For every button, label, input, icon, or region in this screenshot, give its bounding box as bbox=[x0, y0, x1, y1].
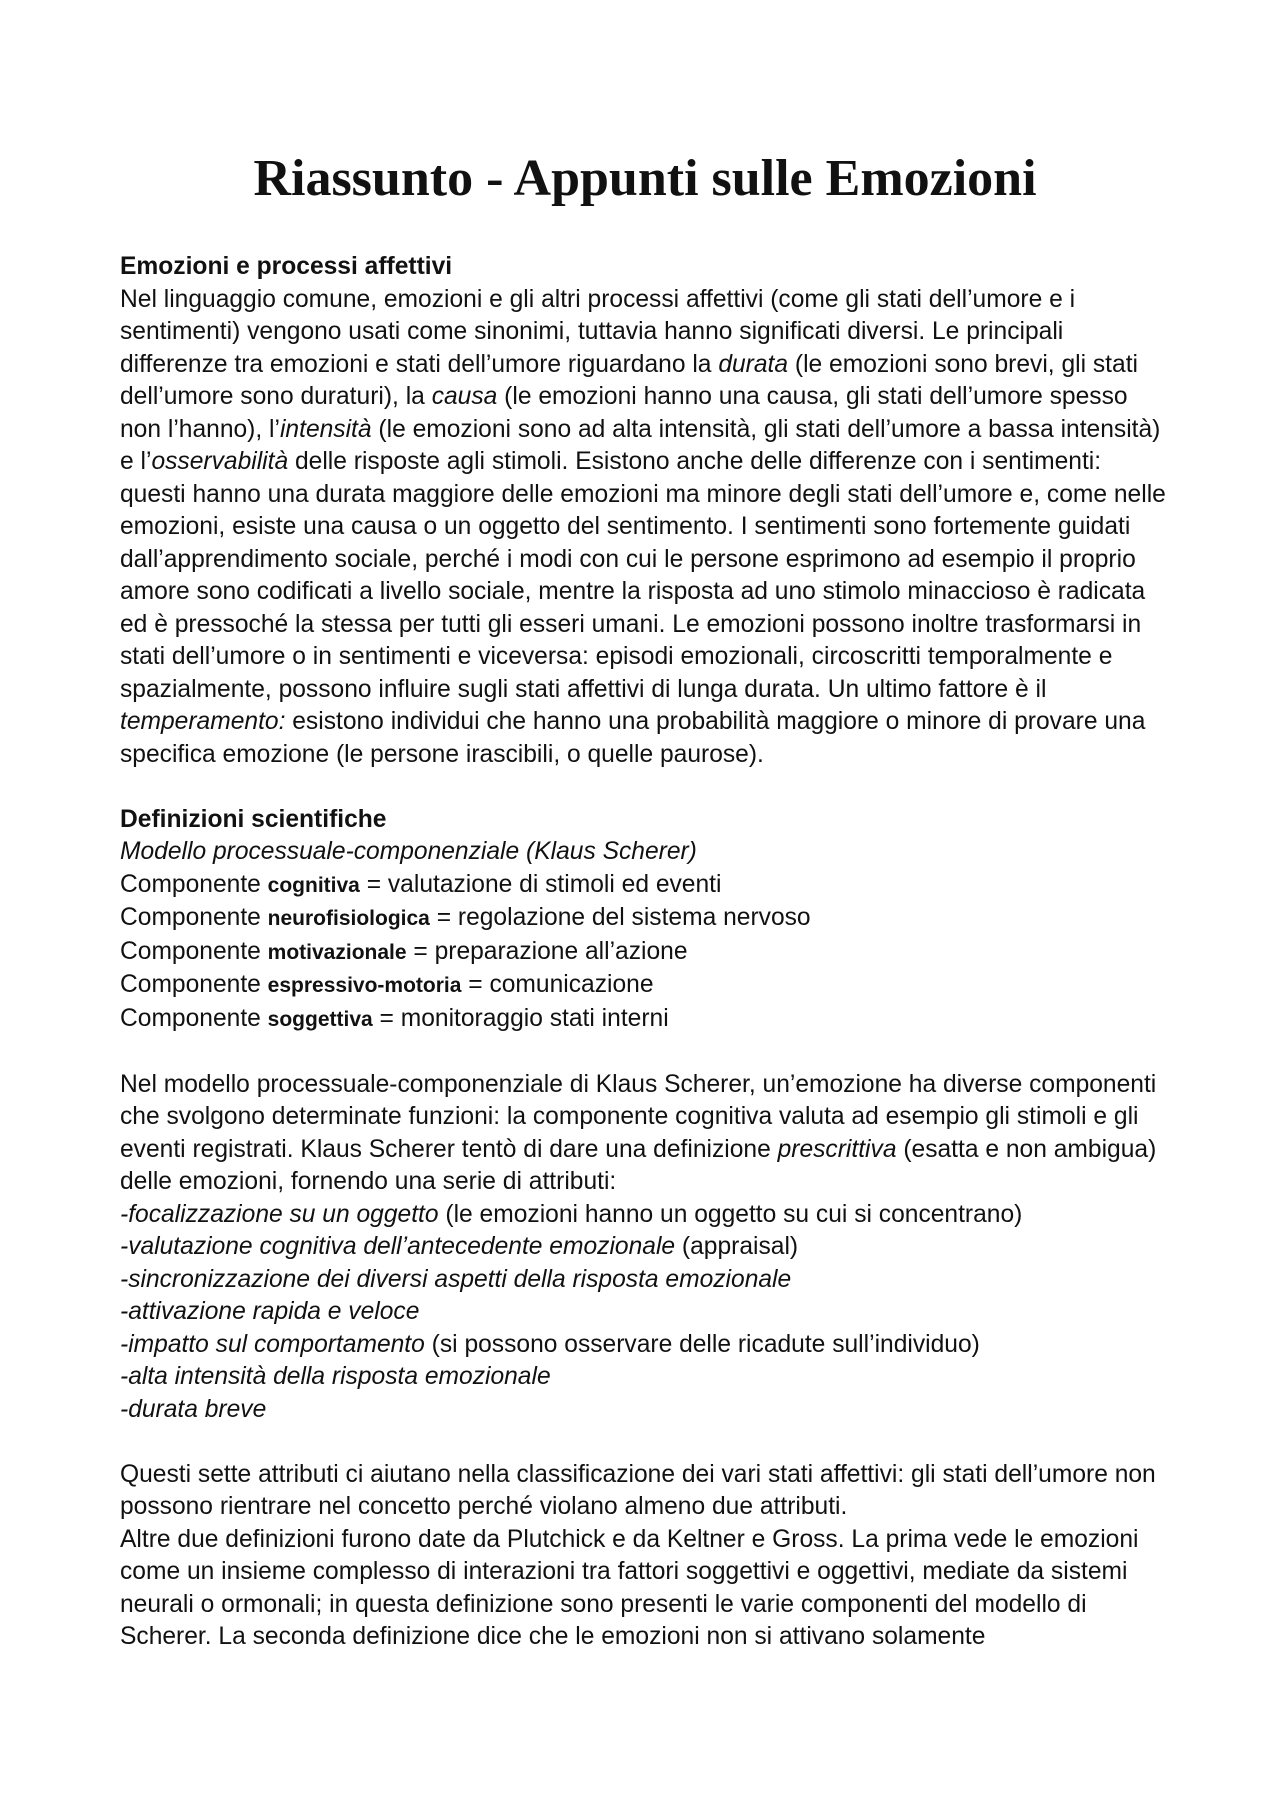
component-term: neurofisiologica bbox=[267, 907, 430, 931]
term-intensita: intensità bbox=[279, 415, 372, 443]
component-term: soggettiva bbox=[267, 1007, 373, 1031]
component-desc: = valutazione di stimoli ed eventi bbox=[359, 870, 722, 898]
component-desc: = regolazione del sistema nervoso bbox=[429, 904, 811, 932]
section-heading-emozioni: Emozioni e processi affettivi bbox=[120, 253, 453, 281]
paragraph-emozioni-processi bbox=[120, 284, 1170, 772]
text-run: (le emozioni hanno una causa, gli stati dell’umore spesso non l’hanno), l’ bbox=[120, 383, 1128, 443]
attribute-item bbox=[120, 1329, 1170, 1362]
text-run: (le emozioni sono brevi, gli stati dell’umore sono duraturi), la bbox=[120, 350, 1138, 411]
term-temperamento: temperamento: bbox=[120, 708, 286, 736]
paragraph-altre-definizioni: Altre due definizioni furono date da Plutchick e da Keltner e Gross. La prima vede le emozioni come un insieme complesso di interazioni tra fattori soggettivi e oggettivi, mediate da sistemi neurali o ormonali; in questa definizione sono presenti le varie componenti del modello di Scherer. La seconda definizione dice che le emozioni non si attivano solamente bbox=[120, 1525, 1139, 1651]
paragraph-scherer bbox=[120, 1069, 1170, 1199]
section-heading-definizioni: Definizioni scientifiche bbox=[120, 805, 387, 833]
component-prefix: Componente bbox=[120, 904, 268, 932]
attribute-term: -focalizzazione su un oggetto bbox=[120, 1200, 439, 1228]
attribute-item bbox=[120, 1231, 1170, 1264]
attribute-item bbox=[120, 1361, 1170, 1394]
component-prefix: Componente bbox=[120, 937, 268, 965]
text-run: esistono individui che hanno una probabilità maggiore o minore di provare una specifica emozione (le persone irascibili, o quelle paurose). bbox=[120, 708, 1146, 768]
attribute-note: (le emozioni hanno un oggetto su cui si concentrano) bbox=[438, 1200, 1023, 1228]
component-line bbox=[120, 969, 1170, 1003]
term-causa: causa bbox=[431, 383, 498, 411]
attribute-item bbox=[120, 1264, 1170, 1297]
component-desc: = monitoraggio stati interni bbox=[372, 1004, 669, 1032]
attribute-term: -alta intensità della risposta emozionale bbox=[120, 1363, 551, 1391]
component-prefix: Componente bbox=[120, 1004, 268, 1032]
component-prefix: Componente bbox=[120, 971, 268, 999]
text-run: delle risposte agli stimoli. Esistono anche delle differenze con i sentimenti: questi hanno una durata maggiore delle emozioni ma minore degli stati dell’umore e, come nelle emozioni, esiste una causa o un oggetto del sentimento. I sentimenti sono fortemente guidati dall’apprendimento sociale, perché i modi con cui le persone esprimono ad esempio il proprio amore sono codificati a livello sociale, mentre la risposta ad uno stimolo minaccioso è radicata ed è pressoché la stessa per tutti gli esseri umani. Le emozioni possono inoltre trasformarsi in stati dell’umore o in sentimenti e viceversa: episodi emozionali, circoscritti temporalmente e spazialmente, possono influire sugli stati affettivi di lunga durata. Un ultimo fattore è il bbox=[120, 448, 1166, 703]
component-line bbox=[120, 869, 1170, 903]
attribute-item bbox=[120, 1394, 1170, 1427]
component-term: cognitiva bbox=[267, 873, 360, 897]
attributes-list bbox=[120, 1199, 1170, 1427]
component-desc: = preparazione all’azione bbox=[406, 937, 688, 965]
attribute-item bbox=[120, 1296, 1170, 1329]
paragraph-sette-attributi: Questi sette attributi ci aiutano nella classificazione dei vari stati affettivi: gli stati dell’umore non possono rientrare nel concetto perché violano almeno due attributi. bbox=[120, 1460, 1156, 1521]
attribute-item bbox=[120, 1199, 1170, 1232]
attribute-note: (si possono osservare delle ricadute sull’individuo) bbox=[424, 1330, 980, 1358]
model-title: Modello processuale-componenziale (Klaus Scherer) bbox=[120, 838, 697, 866]
component-term: espressivo-motoria bbox=[267, 974, 462, 998]
component-line bbox=[120, 1003, 1170, 1037]
attribute-term: -valutazione cognitiva dell’antecedente emozionale bbox=[120, 1233, 676, 1261]
text-run: Nel linguaggio comune, emozioni e gli altri processi affettivi (come gli stati dell’umore e i sentimenti) vengono usati come sinonimi, tuttavia hanno significati diversi. Le principali differenze tra emozioni e stati dell’umore riguardano la bbox=[120, 285, 1076, 378]
paragraph-gap bbox=[120, 1426, 1170, 1459]
text-run: (esatta e non ambigua) delle emozioni, fornendo una serie di attributi: bbox=[120, 1135, 1157, 1196]
paragraph-gap bbox=[120, 1036, 1170, 1069]
text-run: Nel modello processuale-componenziale di Klaus Scherer, un’emozione ha diverse componenti che svolgono determinate funzioni: la componente cognitiva valuta ad esempio gli stimoli e gli eventi registrati. Klaus Scherer tentò di dare una definizione bbox=[120, 1070, 1157, 1163]
attribute-term: -attivazione rapida e veloce bbox=[120, 1298, 420, 1326]
term-osservabilita: osservabilità bbox=[151, 448, 289, 476]
component-prefix: Componente bbox=[120, 870, 268, 898]
component-line bbox=[120, 936, 1170, 970]
paragraph-gap bbox=[120, 771, 1170, 804]
component-desc: = comunicazione bbox=[461, 971, 654, 999]
attribute-term: -sincronizzazione dei diversi aspetti della risposta emozionale bbox=[120, 1265, 792, 1293]
text-run: (le emozioni sono ad alta intensità, gli stati dell’umore a bassa intensità) e l’ bbox=[120, 415, 1161, 476]
components-list bbox=[120, 869, 1170, 1037]
attribute-term: -durata breve bbox=[120, 1395, 267, 1423]
component-term: motivazionale bbox=[267, 940, 407, 964]
term-durata: durata bbox=[718, 350, 789, 378]
document-title: Riassunto - Appunti sulle Emozioni bbox=[253, 150, 1037, 207]
attribute-term: -impatto sul comportamento bbox=[120, 1330, 425, 1358]
term-prescrittiva: prescrittiva bbox=[777, 1135, 897, 1163]
document-body bbox=[120, 251, 1170, 1654]
attribute-note: (appraisal) bbox=[675, 1233, 799, 1261]
component-line bbox=[120, 902, 1170, 936]
